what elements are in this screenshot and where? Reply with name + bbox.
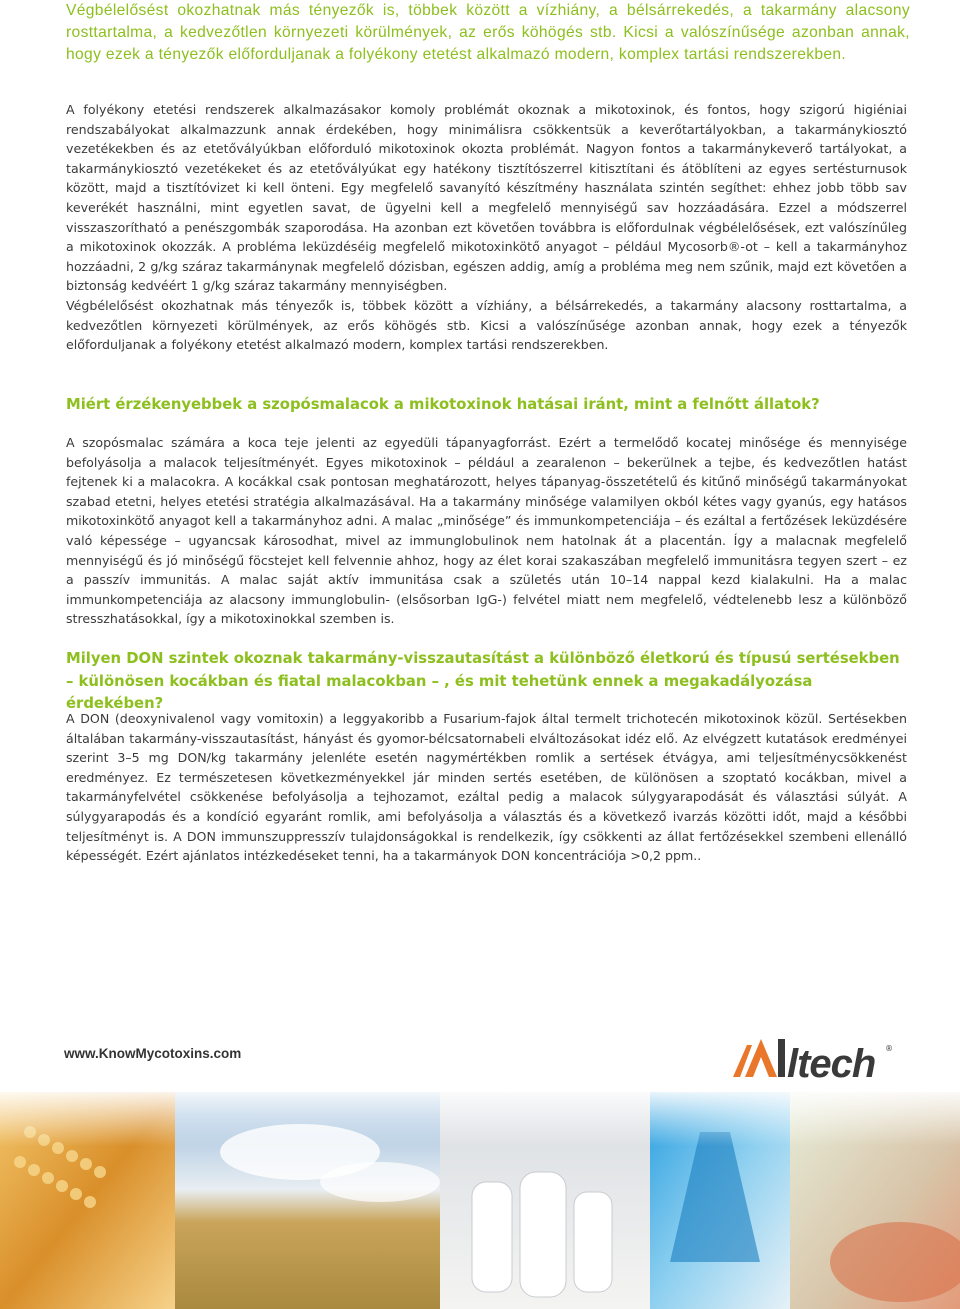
paragraph-prolapse-causes: Végbélelősést okozhatnak más tényezők is, többek között a vízhiány, a bélsárrekedés, a takarmány alacsony rosttartalma, a kedvezőtlen környezeti körülmények, az erős köhögés stb. Kicsi a valószínűsége azonban annak, hogy ezek a tényezők előforduljanak a folyékony etetést alkalmazó modern, komplex tartási rendszerekben. <box>66 298 907 353</box>
intro-paragraph: Végbélelősést okozhatnak más tényezők is, többek között a vízhiány, a bélsárrekedés, a takarmány alacsony rosttartalma, a kedvezőtlen környezeti körülmények, az erős köhögés stb. Kicsi a valószínűsége azonban annak, hogy ezek a tényezők előforduljanak a folyékony etetést alkalmazó modern, komplex tartási rendszerekben. <box>66 2 910 63</box>
logo-a-mark-icon <box>745 1039 777 1077</box>
registered-mark: ® <box>885 1044 893 1053</box>
footer-url-link[interactable]: www.KnowMycotoxins.com <box>64 1046 242 1061</box>
heading-don-levels: Milyen DON szintek okoznak takarmány-visszautasítást a különböző életkorú és típusú sertésekben – különösen kocákban és fiatal malacokban – , és mit tehetünk ennek a megakadályozása érdekében? <box>66 650 900 712</box>
alltech-logo <box>733 1033 895 1083</box>
paragraph-liquid-feeding: A folyékony etetési rendszerek alkalmazásakor komoly problémát okoznak a mikotoxinok, és fontos, hogy szigorú higiéniai rendszabályokat alkalmazzunk annak érdekében, hogy minimálisra csökkentsük a keverőtartályokban, a takarmánykiosztó vezetékekben és az etetővályúkban előforduló mikotoxinok okozta problémát. Nagyon fontos a takarmánykeverő tartályokat, a takarmánykiosztó vezetékeket és az etetővályúkat egy hatékony tisztítószerrel kitisztítani és átöblíteni az egyes sertésturnusok között, majd a tisztítóvizet ki kell önteni. Egy megfelelő savanyító készítmény használata szintén segíthet: ehhez jobb több sav keverékét használni, mint egyetlen savat, de ügyelni kell a megfelelő mennyiségű sav hozzáadására. Ezzel a módszerrel visszaszorítható a penészgombák szaporodása. Ha azonban ezt követően továbbra is előfordulnak végbélelősések, ezt valószínűleg a mikotoxinok okozzák. A probléma leküzdéséig megfelelő mikotoxinkötő anyagot – például Mycosorb®-ot – kell a takarmányhoz hozzáadni, 2 g/kg száraz takarmánynak megfelelő dózisban, egészen addig, amíg a probléma meg nem szűnik, majd ezt követően a biztonság kedvéért 1 g/kg száraz takarmány mennyiségben. <box>66 102 907 294</box>
heading-piglet-sensitivity: Miért érzékenyebbek a szopósmalacok a mikotoxinok hatásai iránt, mint a felnőtt állatok? <box>66 396 820 413</box>
paragraph-piglet-immunity: A szopósmalac számára a koca teje jelenti az egyedüli tápanyagforrást. Ezért a termelődő kocatej minősége és mennyisége befolyásolja a malacok teljesítményét. Egyes mikotoxinok – például a zearalenon – bekerülnek a tejbe, és kedvezőtlen hatást fejtenek ki a malacokra. A kocákkal csak pontosan meghatározott, helyes tápanyag-összetételű és kitűnő minőségű takarmányokat szabad etetni, helyes etetési stratégia alkalmazásával. Ha a takarmány minősége valamilyen okból kétes vagy gyanús, egy hatásos mikotoxinkötő anyagot kell a takarmányhoz adni. A malac „minősége” és immunkompetenciája – és ezáltal a fertőzések leküzdésére való képessége – ugyancsak károsodhat, mivel az immunglobulinok nem hatolnak át a placentán. Így a malacnak megfelelő mennyiségű és jó minőségű föcstejet kell felvennie ahhoz, hogy az élet korai szakaszában megfelelő immunitásra tegyen szert – ez a passzív immunitás. A malac saját aktív immunitása csak a születés után 10–14 nappal kezd kialakulni. Ha a malac immunkompetenciája az alacsony immunglobulin- (elsősorban IgG-) felvétel miatt nem megfelelő, védtelenebb lesz a különböző stresszhatásokkal, így a mikotoxinokkal szemben is. <box>66 435 907 627</box>
svg-text:ltech: ltech <box>787 1042 876 1083</box>
footer-photo-strip <box>0 1092 960 1309</box>
paragraph-don: A DON (deoxynivalenol vagy vomitoxin) a leggyakoribb a Fusarium-fajok által termelt trichotecén mikotoxinok közül. Sertésekben általában takarmány-visszautasítást, hányást és gyomor-bélcsatornabeli elváltozásokat idéz elő. Az elvégzett kutatások eredményei szerint 3–5 mg DON/kg takarmány jelenléte esetén nagymértékben romlik a sertések étvágya, ami teljesítménycsökkenést eredményez. Ez természetesen következményekkel jár minden sertés esetében, de különösen a szoptató kocákban, mivel a takarmányfelvétel csökkenése befolyásolja a tejhozamot, ezáltal pedig a malacok súlygyarapodását és választási súlyát. A súlygyarapodás és a kondíció egyaránt romlik, ami befolyásolja a választás és a következő ivarzás közötti időt, majd a későbbi teljesítményt is. A DON immunszuppresszív tulajdonságokkal is rendelkezik, így csökkenti az állat fertőzésekkel szembeni ellenálló képességét. Ezért ajánlatos intézkedéseket tenni, ha a takarmányok DON koncentrációja >0,2 ppm.. <box>66 711 907 864</box>
